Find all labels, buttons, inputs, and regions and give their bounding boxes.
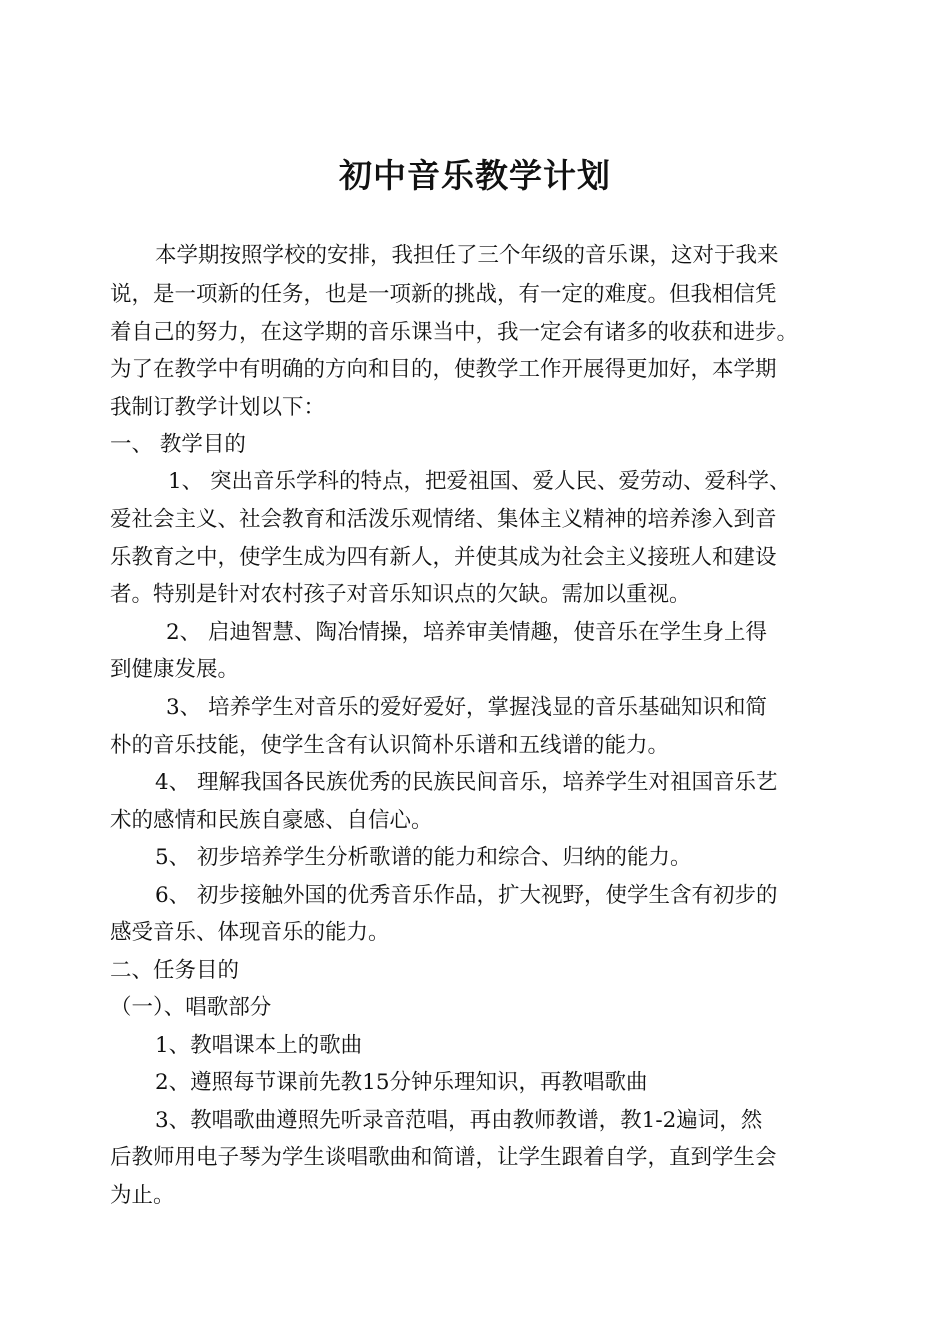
list-item-line: 感受音乐、体现音乐的能力。 [110, 920, 390, 945]
section-heading: 一、 教学目的 [110, 432, 246, 457]
list-item-line: 2、 启迪智慧、陶冶情操，培养审美情趣，使音乐在学生身上得 [166, 620, 768, 645]
list-item-line: 1、教唱课本上的歌曲 [155, 1033, 363, 1058]
list-item-line: 2、遵照每节课前先教15分钟乐理知识，再教唱歌曲 [155, 1070, 648, 1095]
paragraph-line: 我制订教学计划以下： [110, 395, 326, 420]
list-item-line: 者。特别是针对农村孩子对音乐知识点的欠缺。需加以重视。 [110, 582, 691, 607]
paragraph-line: 为了在教学中有明确的方向和目的，使教学工作开展得更加好，本学期 [110, 357, 777, 382]
list-item-line: 6、 初步接触外国的优秀音乐作品，扩大视野，使学生含有初步的 [155, 883, 778, 908]
list-item-line: 乐教育之中，使学生成为四有新人，并使其成为社会主义接班人和建设 [110, 545, 777, 570]
list-item-line: 术的感情和民族自豪感、自信心。 [110, 808, 433, 833]
list-item-line: 4、 理解我国各民族优秀的民族民间音乐，培养学生对祖国音乐艺 [155, 770, 778, 795]
list-item-line: 朴的音乐技能，使学生含有认识简朴乐谱和五线谱的能力。 [110, 733, 670, 758]
list-item-line: 到健康发展。 [110, 657, 240, 682]
paragraph-line: 着自己的努力，在这学期的音乐课当中，我一定会有诸多的收获和进步。 [110, 320, 799, 345]
paragraph-line: 本学期按照学校的安排，我担任了三个年级的音乐课，这对于我来 [155, 243, 779, 268]
document-title: 初中音乐教学计划 [339, 156, 611, 195]
list-item-line: 后教师用电子琴为学生谈唱歌曲和简谱，让学生跟着自学，直到学生会 [110, 1145, 777, 1170]
section-heading: 二、任务目的 [110, 958, 240, 983]
list-item-line: 爱社会主义、社会教育和活泼乐观情绪、集体主义精神的培养渗入到音 [110, 507, 777, 532]
list-item-line: 为止。 [110, 1183, 175, 1208]
subsection-heading: （一）、唱歌部分 [110, 995, 272, 1020]
list-item-line: 3、 培养学生对音乐的爱好爱好，掌握浅显的音乐基础知识和简 [166, 695, 768, 720]
list-item-line: 1、 突出音乐学科的特点，把爱祖国、爱人民、爱劳动、爱科学、 [168, 469, 791, 494]
list-item-line: 5、 初步培养学生分析歌谱的能力和综合、归纳的能力。 [155, 845, 692, 870]
paragraph-line: 说，是一项新的任务，也是一项新的挑战，有一定的难度。但我相信凭 [110, 282, 777, 307]
list-item-line: 3、教唱歌曲遵照先听录音范唱，再由教师教谱，教1-2遍词，然 [155, 1108, 763, 1133]
